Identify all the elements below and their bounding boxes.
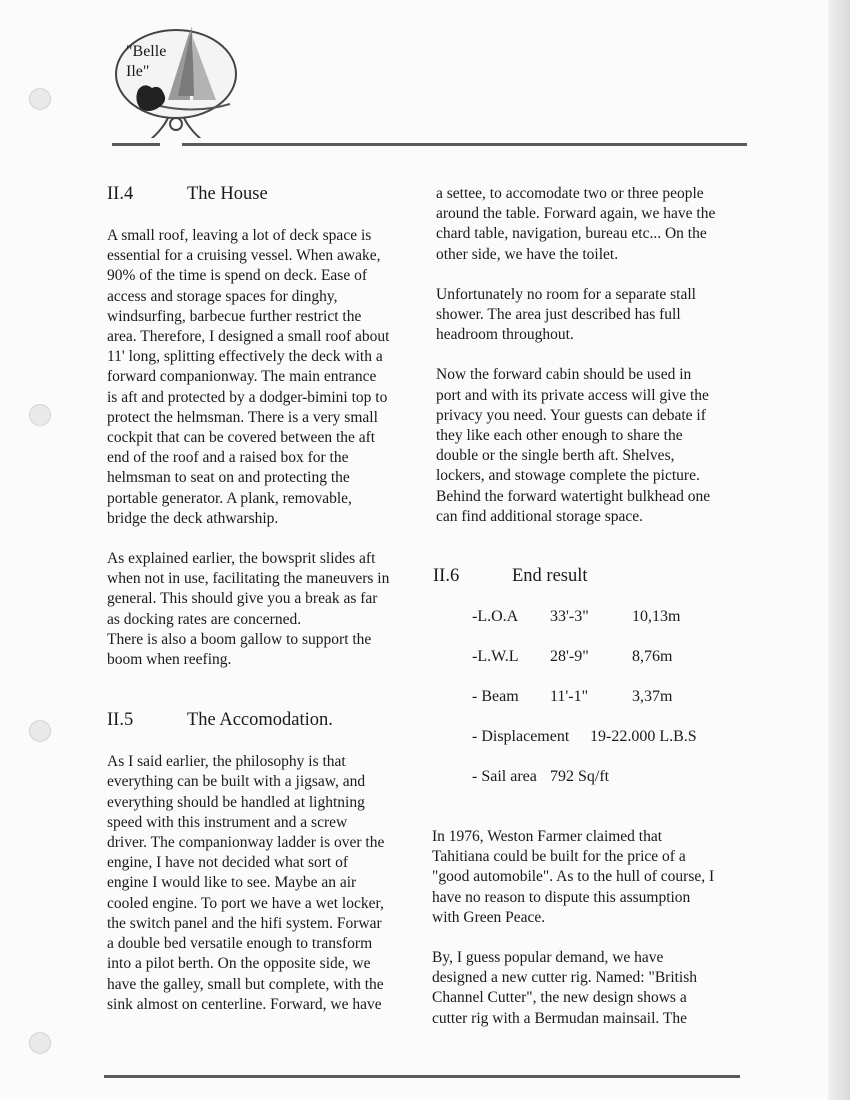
spec-label: - Sail area [472,768,537,785]
text-line: Tahitiana could be built for the price of a [432,848,686,866]
spec-label: - Beam [472,688,519,705]
text-line: In 1976, Weston Farmer claimed that [432,828,663,845]
text-line: boom when reefing. [107,651,232,669]
spec-row [472,647,672,667]
text-line: engine I would like to see. Maybe an air [107,874,357,892]
text-line: Channel Cutter", the new design shows a [432,989,687,1007]
spec-row-displacement [472,727,697,747]
text-line: sink almost on centerline. Forward, we have [107,995,382,1013]
spec-imperial: 28'-9" [550,648,589,665]
text-line: port and with its private access will give the [436,386,709,404]
page-edge [828,0,850,1100]
text-line: "good automobile". As to the hull of course, I [432,868,715,886]
text-line: lockers, and stowage complete the picture. [436,467,700,485]
text-line: into a pilot berth. On the opposite side, we [107,955,371,973]
text-line: cutter rig with a Bermudan mainsail. The [432,1009,687,1027]
text-line: they like each other enough to share the [436,427,683,445]
section-number: II.4 [107,184,134,204]
text-line: have the galley, small but complete, with the [107,975,384,993]
spec-imperial: 11'-1" [550,688,589,705]
text-line: Now the forward cabin should be used in [436,366,692,384]
logo-text [126,42,166,82]
text-line: chard table, navigation, bureau etc... On the [436,225,707,243]
text-line: with Green Peace. [432,908,546,926]
section-heading-ii6 [433,564,588,588]
bottom-rule [104,1075,740,1078]
paragraph-settee [436,184,766,265]
text-line: a double bed versatile enough to transform [107,935,373,953]
section-title: End result [512,566,588,586]
text-line: essential for a cruising vessel. When awake, [107,247,381,265]
logo-line-1: "Belle [126,43,167,60]
top-rule-left [112,143,160,146]
text-line: everything can be built with a jigsaw, and [107,773,366,791]
text-line: shower. The area just described has full [436,306,681,324]
text-line: around the table. Forward again, we have the [436,205,716,223]
left-column [107,182,427,1015]
spec-row [472,687,672,707]
text-line: have no reason to dispute this assumption [432,888,691,906]
spec-metric: 3,37m [632,688,673,705]
text-line: end of the roof and a raised box for the [107,449,349,467]
paragraph-forward-cabin [436,365,766,527]
spec-value: 792 Sq/ft [550,768,610,785]
paragraph-house [107,226,427,529]
punch-hole [29,404,51,426]
spec-label: -L.O.A [472,608,519,625]
text-line: forward companionway. The main entrance [107,368,377,386]
top-rule [182,143,747,146]
text-line: cooled engine. To port we have a wet locker, [107,894,384,912]
text-line: 11' long, splitting effectively the deck with a [107,348,383,366]
right-column-lower [432,827,762,1029]
right-column [436,184,766,527]
text-line: driver. The companionway ladder is over the [107,834,385,852]
text-line: protect the helmsman. There is a very small [107,408,378,426]
text-line: There is also a boom gallow to support the [107,630,372,648]
text-line: By, I guess popular demand, we have [432,949,664,967]
text-line: a settee, to accomodate two or three people [436,185,704,202]
spec-label: -L.W.L [472,648,519,665]
text-line: portable generator. A plank, removable, [107,489,352,507]
text-line: is aft and protected by a dodger-bimini top to [107,388,388,406]
text-line: As I said earlier, the philosophy is that [107,753,346,771]
text-line: engine, I have not decided what sort of [107,854,349,872]
text-line: headroom throughout. [436,326,574,344]
section-heading-ii4 [107,182,427,226]
text-line: as docking rates are concerned. [107,610,302,628]
punch-hole [29,88,51,110]
paragraph-bowsprit [107,549,427,670]
text-line: designed a new cutter rig. Named: "British [432,969,698,987]
spec-value: 19-22.000 L.B.S [590,728,697,745]
punch-hole [29,1032,51,1054]
spec-metric: 10,13m [632,608,681,625]
spec-imperial: 33'-3" [550,608,589,625]
text-line: helmsman to seat on and protecting the [107,469,350,487]
text-line: when not in use, facilitating the maneuvers in [107,570,390,588]
text-line: As explained earlier, the bowsprit slides aft [107,550,376,568]
text-line: other side, we have the toilet. [436,245,619,263]
spec-row [472,607,680,627]
text-line: A small roof, leaving a lot of deck space is [107,227,372,244]
paragraph-shower [436,285,766,346]
text-line: area. Therefore, I designed a small roof about [107,328,390,346]
paragraph-cutter-rig [432,948,762,1029]
section-title: The Accomodation. [187,710,333,731]
section-title: The House [187,184,268,204]
text-line: speed with this instrument and a screw [107,813,348,831]
text-line: cockpit that can be covered between the aft [107,429,376,447]
text-line: can find additional storage space. [436,507,644,525]
text-line: everything should be handled at lightning [107,793,365,811]
section-number: II.6 [433,566,460,586]
text-line: 90% of the time is spend on deck. Ease of [107,267,367,285]
text-line: general. This should give you a break as far [107,590,378,608]
text-line: windsurfing, barbecue further restrict the [107,307,362,325]
section-number: II.5 [107,710,134,731]
text-line: access and storage spaces for dinghy, [107,287,338,305]
paragraph-weston-farmer [432,827,762,928]
spec-row-sail-area [472,767,609,787]
text-line: Behind the forward watertight bulkhead one [436,487,711,505]
text-line: the switch panel and the hifi system. Forwar [107,914,382,932]
punch-hole [29,720,51,742]
spec-label: - Displacement [472,728,570,745]
paragraph-accomodation [107,752,427,1015]
text-line: double or the single berth aft. Shelves, [436,447,675,465]
section-heading-ii5 [107,708,427,752]
text-line: privacy you need. Your guests can debate if [436,406,706,424]
text-line: bridge the deck athwarship. [107,509,279,527]
text-line: Unfortunately no room for a separate stall [436,285,696,303]
spec-metric: 8,76m [632,648,673,665]
logo-line-2: Ile" [126,63,150,80]
